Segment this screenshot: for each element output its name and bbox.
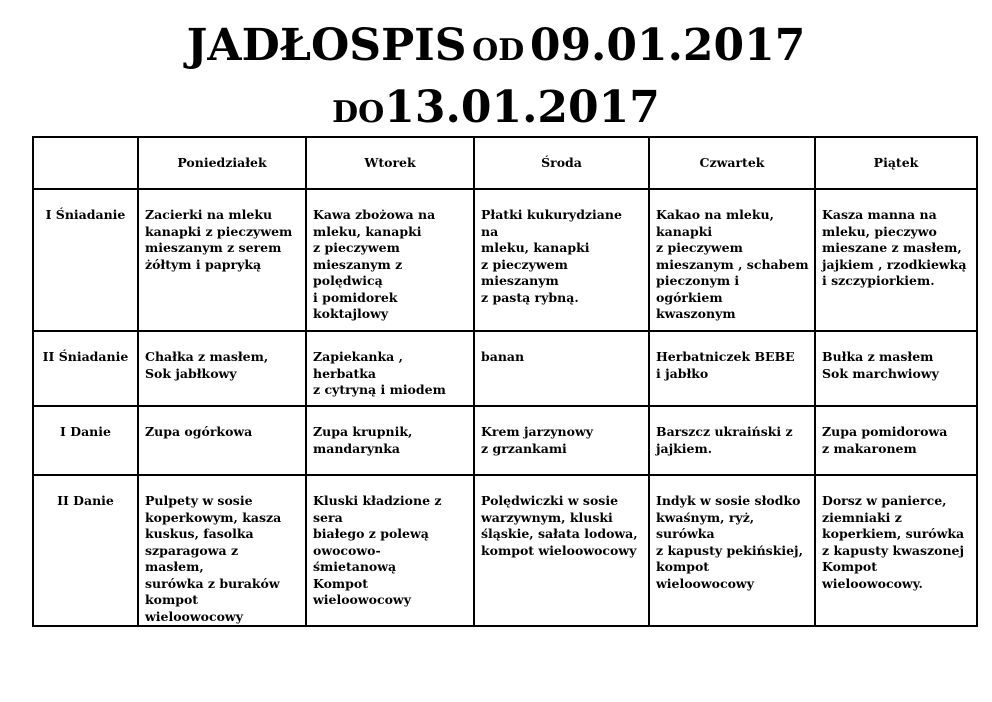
row-label: I Śniadanie xyxy=(33,189,138,331)
header-day: Środa xyxy=(474,137,649,189)
meal-cell: Kawa zbożowa na mleku, kanapki z pieczywem mieszanym z polędwicą i pomidorek koktajlowy xyxy=(306,189,474,331)
row-label: II Danie xyxy=(33,475,138,626)
title-date-to: 13.01.2017 xyxy=(384,82,660,133)
meal-cell: Bułka z masłem Sok marchwiowy xyxy=(815,331,977,406)
header-day: Czwartek xyxy=(649,137,815,189)
meal-cell: Płatki kukurydziane na mleku, kanapki z pieczywem mieszanym z pastą rybną. xyxy=(474,189,649,331)
meal-cell: Indyk w sosie słodko kwaśnym, ryż, surówka z kapusty pekińskiej, kompot wieloowocowy xyxy=(649,475,815,626)
header-day: Wtorek xyxy=(306,137,474,189)
meal-cell: Zacierki na mleku kanapki z pieczywem mieszanym z serem żółtym i papryką xyxy=(138,189,306,331)
title-od: OD xyxy=(472,33,525,68)
table-row xyxy=(33,331,977,406)
meal-cell: Zupa ogórkowa xyxy=(138,406,306,475)
row-label: II Śniadanie xyxy=(33,331,138,406)
meal-cell: Kasza manna na mleku, pieczywo mieszane z masłem, jajkiem , rzodkiewką i szczypiorkiem. xyxy=(815,189,977,331)
title-line-2 xyxy=(0,82,992,133)
meal-cell: Kluski kładzione z sera białego z polewą owocowo- śmietanową Kompot wieloowocowy xyxy=(306,475,474,626)
meal-cell: Zapiekanka , herbatka z cytryną i miodem xyxy=(306,331,474,406)
meal-cell: Krem jarzynowy z grzankami xyxy=(474,406,649,475)
meal-cell: Herbatniczek BEBE i jabłko xyxy=(649,331,815,406)
meal-cell: Zupa pomidorowa z makaronem xyxy=(815,406,977,475)
meal-cell: Barszcz ukraiński z jajkiem. xyxy=(649,406,815,475)
header-day: Poniedziałek xyxy=(138,137,306,189)
title-do: DO xyxy=(332,95,385,130)
title-date-from: 09.01.2017 xyxy=(529,20,806,71)
header-day: Piątek xyxy=(815,137,977,189)
meal-cell: Pulpety w sosie koperkowym, kasza kuskus, fasolka szparagowa z masłem, surówka z buraków kompot wieloowocowy xyxy=(138,475,306,626)
table-row xyxy=(33,406,977,475)
title-main: JADŁOSPIS xyxy=(186,20,467,71)
table-header-row xyxy=(33,137,977,189)
menu-table xyxy=(32,136,978,627)
title-line-1 xyxy=(0,20,992,71)
meal-cell: Kakao na mleku, kanapki z pieczywem mieszanym , schabem pieczonym i ogórkiem kwaszonym xyxy=(649,189,815,331)
table-row xyxy=(33,189,977,331)
meal-cell: Dorsz w panierce, ziemniaki z koperkiem, surówka z kapusty kwaszonej Kompot wieloowocowy. xyxy=(815,475,977,626)
meal-cell: Chałka z masłem, Sok jabłkowy xyxy=(138,331,306,406)
header-corner xyxy=(33,137,138,189)
table-row xyxy=(33,475,977,626)
meal-cell: Zupa krupnik, mandarynka xyxy=(306,406,474,475)
meal-cell: banan xyxy=(474,331,649,406)
meal-cell: Polędwiczki w sosie warzywnym, kluski śląskie, sałata lodowa, kompot wieloowocowy xyxy=(474,475,649,626)
row-label: I Danie xyxy=(33,406,138,475)
